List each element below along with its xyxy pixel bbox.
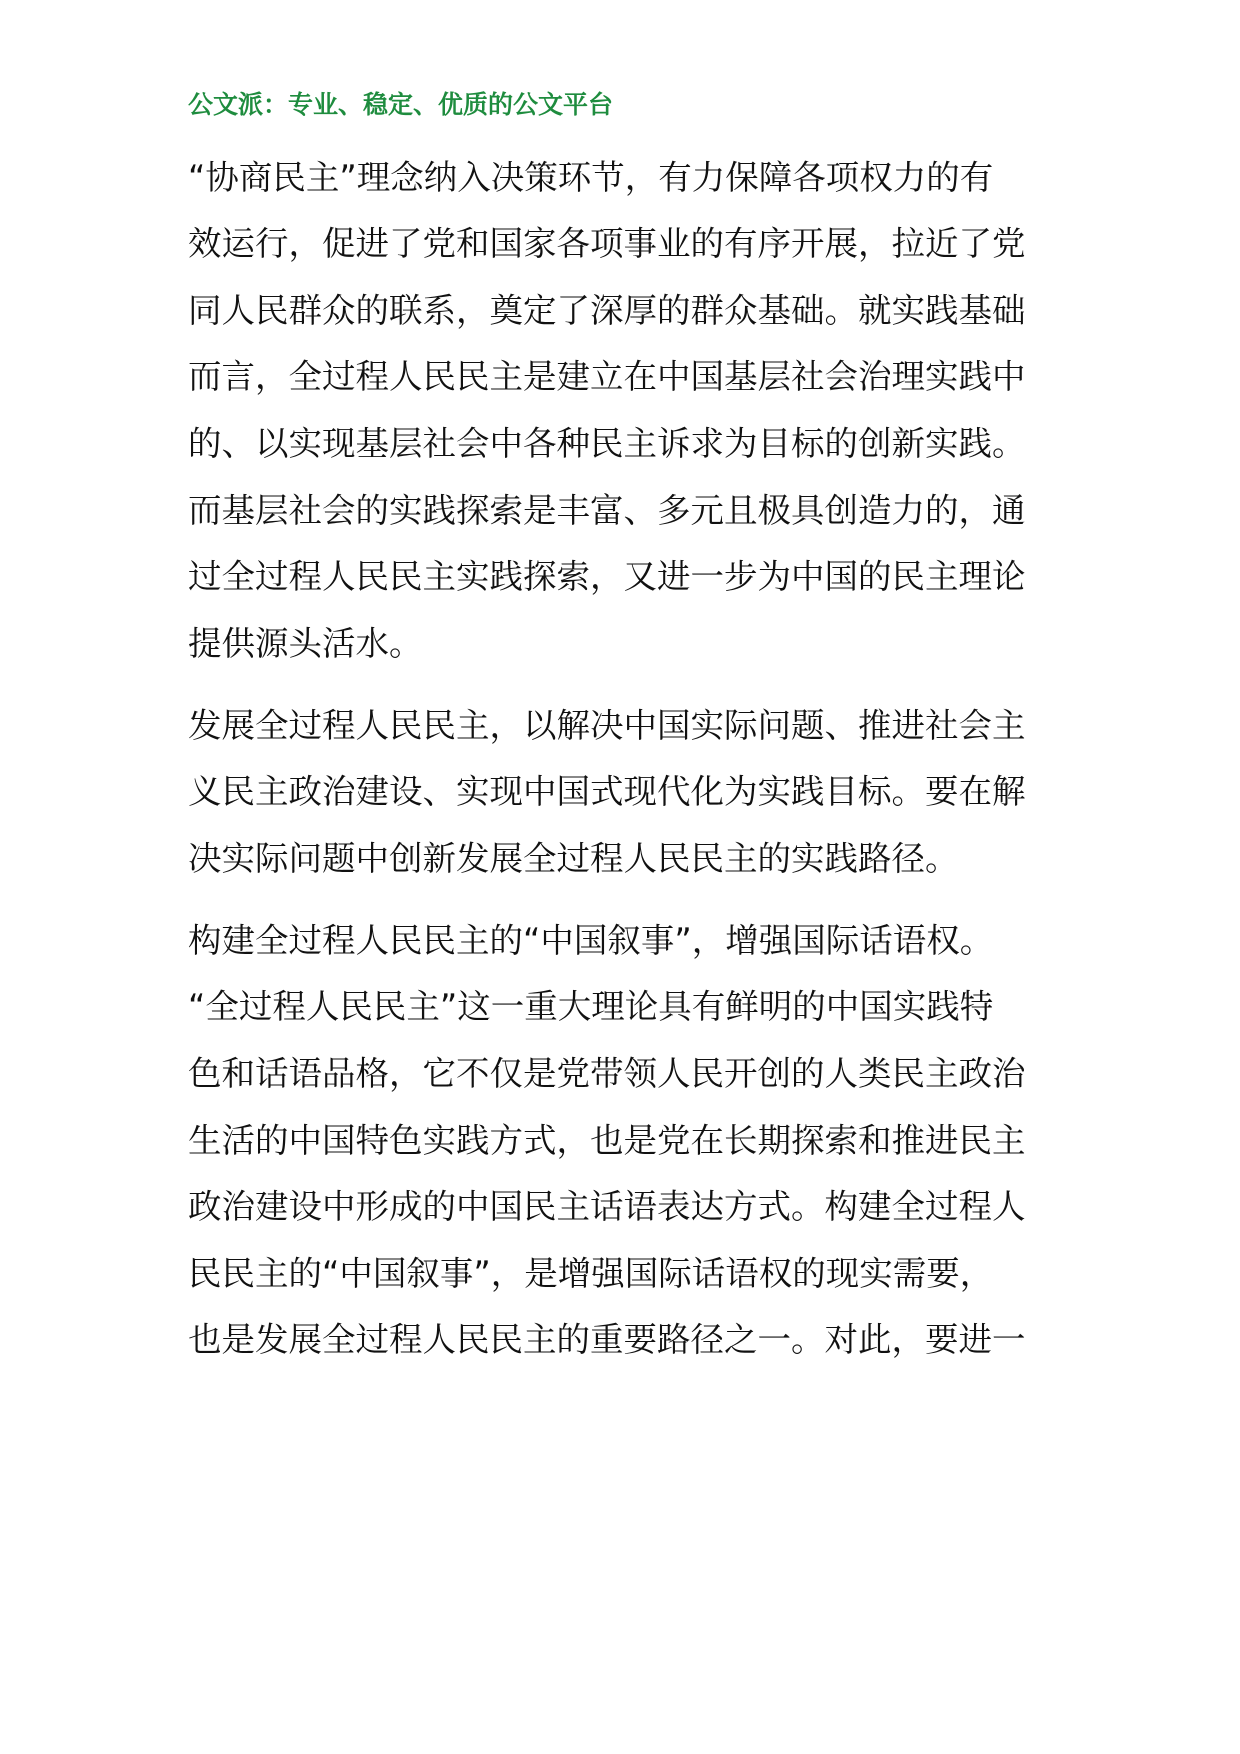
paragraph-3-line-1: 构建全过程人民民主的“中国叙事”，增强国际话语权。 [188,921,994,960]
paragraph-1-line-7: 过全过程人民民主实践探索，又进一步为中国的民主理论 [188,557,1026,596]
paragraph-1-line-4: 而言，全过程人民民主是建立在中国基层社会治理实践中 [188,357,1026,396]
paragraph-1-line-6: 而基层社会的实践探索是丰富、多元且极具创造力的，通 [188,491,1026,530]
paragraph-1-line-5: 的、以实现基层社会中各种民主诉求为目标的创新实践。 [188,424,1026,463]
paragraph-1-line-3: 同人民群众的联系，奠定了深厚的群众基础。就实践基础 [188,291,1026,330]
paragraph-2-line-3: 决实际问题中创新发展全过程人民民主的实践路径。 [188,839,959,878]
paragraph-3-line-5: 政治建设中形成的中国民主话语表达方式。构建全过程人 [188,1187,1026,1226]
paragraph-3-line-6: 民民主的“中国叙事”，是增强国际话语权的现实需要， [188,1254,994,1293]
paragraph-1-line-2: 效运行，促进了党和国家各项事业的有序开展，拉近了党 [188,224,1026,263]
paragraph-2-line-1: 发展全过程人民民主，以解决中国实际问题、推进社会主 [188,706,1026,745]
paragraph-3-line-7: 也是发展全过程人民民主的重要路径之一。对此，要进一 [188,1320,1026,1359]
paragraph-3-line-4: 生活的中国特色实践方式，也是党在长期探索和推进民主 [188,1121,1026,1160]
paragraph-3-line-3: 色和话语品格，它不仅是党带领人民开创的人类民主政治 [188,1054,1026,1093]
paragraph-3-line-2: “全过程人民民主”这一重大理论具有鲜明的中国实践特 [188,987,994,1026]
paragraph-2-line-2: 义民主政治建设、实现中国式现代化为实践目标。要在解 [188,772,1026,811]
paragraph-1-line-1: “协商民主”理念纳入决策环节，有力保障各项权力的有 [188,158,994,197]
page-header: 公文派：专业、稳定、优质的公文平台 [188,90,614,119]
paragraph-1-line-8: 提供源头活水。 [188,624,423,663]
